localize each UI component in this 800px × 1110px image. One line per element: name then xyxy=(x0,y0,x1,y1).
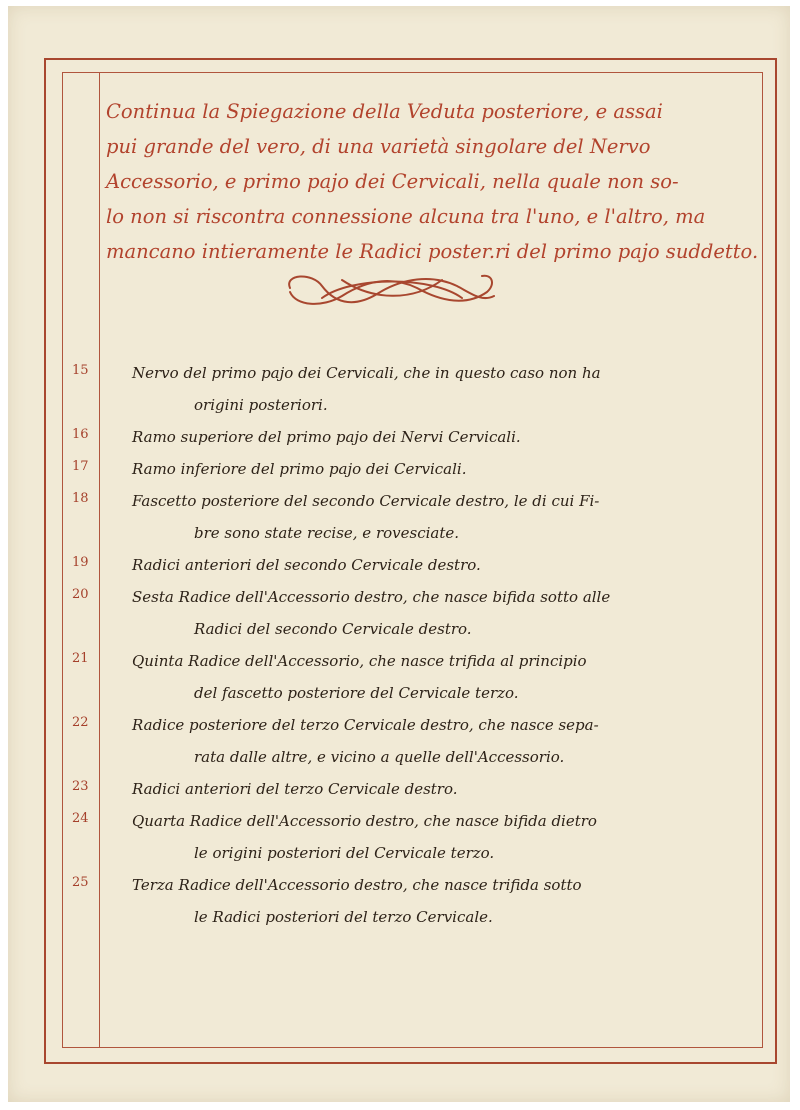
legend-entry xyxy=(62,357,742,421)
legend-entry xyxy=(62,421,742,453)
legend-entry xyxy=(62,805,742,869)
entry-number: 19 xyxy=(72,555,89,570)
entry-text: Fascetto posteriore del secondo Cervicale destro, le di cui Fi- xyxy=(132,492,600,510)
entry-number: 18 xyxy=(72,491,89,506)
entry-text-continued: bre sono state recise, e rovesciate. xyxy=(194,524,460,542)
entry-number: 20 xyxy=(72,587,89,602)
entry-text-continued: origini posteriori. xyxy=(194,396,328,414)
entry-number: 15 xyxy=(72,363,89,378)
legend-entry xyxy=(62,549,742,581)
legend-entry xyxy=(62,581,742,645)
heading-line: pui grande del vero, di una varietà singolare del Nervo xyxy=(106,135,651,158)
heading-line: lo non si riscontra connessione alcuna tra l'uno, e l'altro, ma xyxy=(106,205,706,228)
legend-entry xyxy=(62,773,742,805)
entry-text: Quinta Radice dell'Accessorio, che nasce trifida al principio xyxy=(132,652,587,670)
legend-entry xyxy=(62,645,742,709)
entry-text-continued: Radici del secondo Cervicale destro. xyxy=(194,620,472,638)
entry-text-continued: del fascetto posteriore del Cervicale terzo. xyxy=(194,684,519,702)
entry-text: Nervo del primo pajo dei Cervicali, che in questo caso non ha xyxy=(132,364,601,382)
entry-number: 22 xyxy=(72,715,89,730)
entry-number: 21 xyxy=(72,651,89,666)
entry-number: 17 xyxy=(72,459,89,474)
legend-entry xyxy=(62,709,742,773)
legend-entry xyxy=(62,485,742,549)
entry-number: 23 xyxy=(72,779,89,794)
entry-text: Radice posteriore del terzo Cervicale destro, che nasce sepa- xyxy=(132,716,599,734)
entry-text: Terza Radice dell'Accessorio destro, che nasce trifida sotto xyxy=(132,876,582,894)
entry-text: Radici anteriori del secondo Cervicale destro. xyxy=(132,556,481,574)
entry-text: Ramo superiore del primo pajo dei Nervi Cervicali. xyxy=(132,428,521,446)
legend-entry xyxy=(62,869,742,933)
page-heading xyxy=(106,94,759,269)
entry-number: 24 xyxy=(72,811,89,826)
entry-text-continued: le Radici posteriori del terzo Cervicale. xyxy=(194,908,493,926)
entry-text: Sesta Radice dell'Accessorio destro, che nasce bifida sotto alle xyxy=(132,588,611,606)
entry-text: Ramo inferiore del primo pajo dei Cervicali. xyxy=(132,460,467,478)
heading-line: Accessorio, e primo pajo dei Cervicali, nella quale non so- xyxy=(106,170,679,193)
calligraphic-flourish-icon xyxy=(282,266,500,314)
entry-number: 25 xyxy=(72,875,89,890)
heading-line: mancano intieramente le Radici poster.ri del primo pajo suddetto. xyxy=(106,240,759,263)
heading-line: Continua la Spiegazione della Veduta posteriore, e assai xyxy=(106,100,663,123)
legend-list xyxy=(62,357,742,933)
entry-number: 16 xyxy=(72,427,89,442)
entry-text-continued: rata dalle altre, e vicino a quelle dell'Accessorio. xyxy=(194,748,565,766)
legend-entry xyxy=(62,453,742,485)
entry-text: Quarta Radice dell'Accessorio destro, che nasce bifida dietro xyxy=(132,812,597,830)
entry-text: Radici anteriori del terzo Cervicale destro. xyxy=(132,780,458,798)
entry-text-continued: le origini posteriori del Cervicale terzo. xyxy=(194,844,495,862)
